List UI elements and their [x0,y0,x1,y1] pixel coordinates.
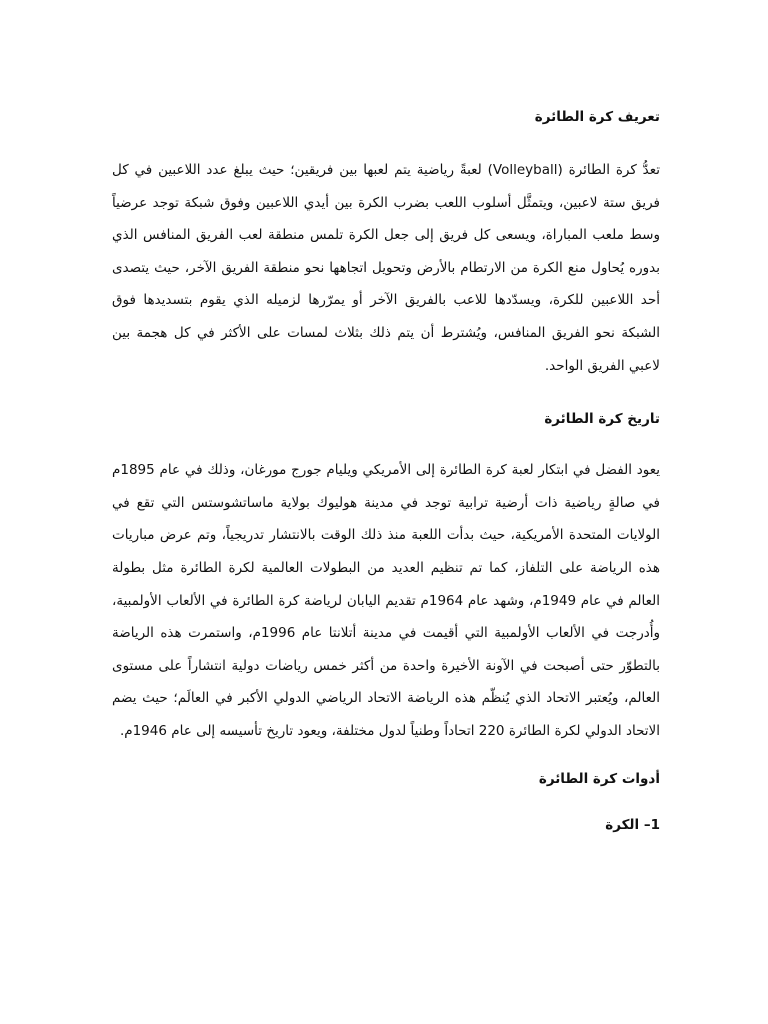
tools-list-item-ball: 1– الكرة [605,816,660,833]
section-heading-definition: تعريف كرة الطائرة [534,109,660,125]
section-paragraph-history: يعود الفضل في ابتكار لعبة كرة الطائرة إلى الأمريكي ويليام جورج مورغان، وذلك في عام 1895م في صالةٍ رياضية ذات أرضية ترابية توجد في مدينة هوليوك بولاية ماساتشوستس التي تقع في الولايات المتحدة الأمريكية، حيث بدأت اللعبة منذ ذلك الوقت بالانتشار تدريجياً، وتم عرض مباريات هذه الرياضة على التلفاز، كما تم تنظيم العديد من البطولات العالمية لكرة الطائرة مثل بطولة العالم في عام 1949م، وشهد عام 1964م تقديم اليابان لرياضة كرة الطائرة في الألعاب الأولمبية، وأُدرجت في الألعاب الأولمبية التي أقيمت في مدينة أتلانتا عام 1996م، واستمرت هذه الرياضة بالتطوّر حتى أصبحت في الآونة الأخيرة واحدة من أكثر خمس رياضات دولية انتشاراً على مستوى العالم، ويُعتبر الاتحاد الذي يُنظّم هذه الرياضة الاتحاد الرياضي الدولي الأكبر في العالَم؛ حيث يضم الاتحاد الدولي لكرة الطائرة 220 اتحاداً وطنياً لدول مختلفة، ويعود تاريخ تأسيسه إلى عام 1946م. [112,462,660,739]
section-heading-history: تاريخ كرة الطائرة [544,411,660,428]
document-page [112,104,660,838]
section-paragraph-definition: تعدُّ كرة الطائرة (Volleyball) لعبةً رياضية يتم لعبها بين فريقين؛ حيث يبلغ عدد اللاعبين في كل فريق ستة لاعبين، ويتمثَّل أسلوب اللعب بضرب الكرة بين أيدي اللاعبين وفوق شبكة توجد عرضياً وسط ملعب المباراة، ويسعى كل فريق إلى جعل الكرة تلمس منطقة لعب الفريق المنافس الذي بدوره يُحاول منع الكرة من الارتطام بالأرض وتحويل اتجاهها نحو منطقة الفريق الآخر، حيث يتصدى أحد اللاعبين للكرة، ويسدّدها للاعب بالفريق الآخر أو يمرّرها لزميله الذي يقوم بتسديدها فوق الشبكة نحو الفريق المنافس، ويُشترط أن يتم ذلك بثلاث لمسات على الأكثر في كل هجمة بين لاعبي الفريق الواحد. [112,162,660,374]
section-heading-tools: أدوات كرة الطائرة [538,770,660,787]
